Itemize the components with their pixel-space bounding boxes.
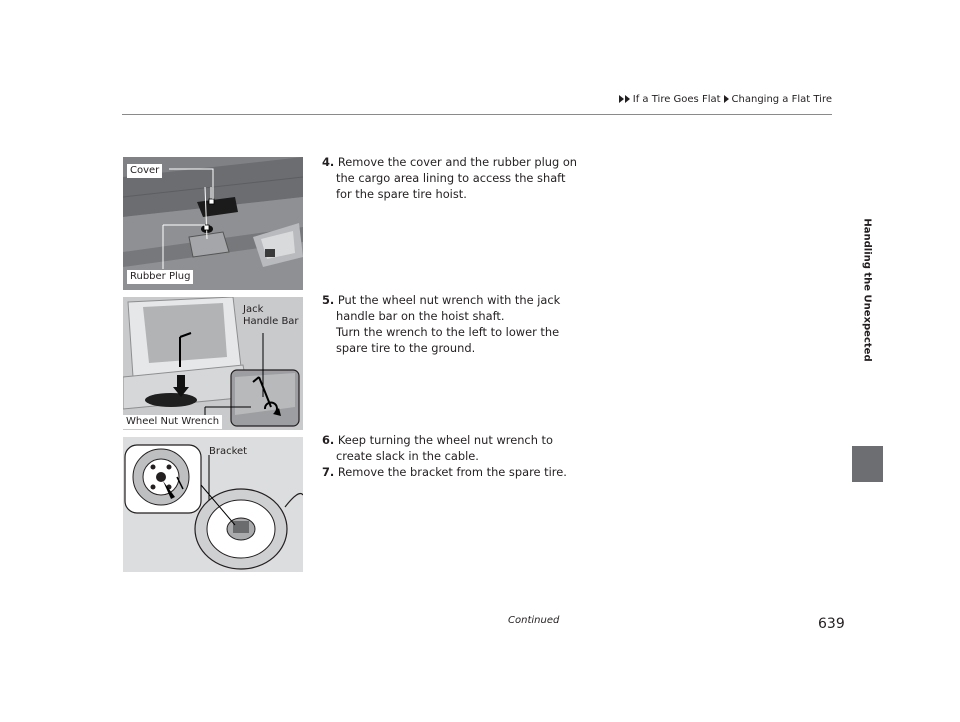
side-tab-label: Handling the Unexpected [861, 218, 873, 362]
figure-vehicle-wrench [123, 297, 303, 430]
step-text: Keep turning the wheel nut wrench to [337, 433, 553, 447]
step-text: spare tire to the ground. [336, 341, 476, 355]
step-number: 7. [322, 465, 335, 479]
callout-rubber-plug: Rubber Plug [127, 270, 193, 284]
callout-bracket: Bracket [209, 446, 248, 457]
step-text: handle bar on the hoist shaft. [336, 309, 505, 323]
header-rule [122, 114, 832, 115]
callout-cover: Cover [127, 164, 162, 178]
step-text: Remove the cover and the rubber plug on [337, 155, 578, 169]
step-text: Turn the wrench to the left to lower the [336, 325, 560, 339]
breadcrumb-page: Changing a Flat Tire [731, 94, 832, 105]
step-6 [322, 432, 562, 464]
step-5 [322, 292, 562, 356]
page-number: 639 [818, 616, 845, 632]
figure-spare-tire-bracket [123, 437, 303, 572]
breadcrumb-section: If a Tire Goes Flat [632, 94, 721, 105]
callout-jack-handle-bar: Jack Handle Bar [243, 304, 299, 327]
step-number: 5. [322, 293, 335, 307]
step-text: the cargo area lining to access the shaft [336, 171, 566, 185]
breadcrumb-arrow-icon [625, 95, 630, 103]
callout-wheel-nut-wrench: Wheel Nut Wrench [123, 415, 222, 429]
step-text: for the spare tire hoist. [336, 187, 467, 201]
breadcrumb-arrow-icon [619, 95, 624, 103]
step-number: 6. [322, 433, 335, 447]
step-4 [322, 154, 578, 202]
step-text: Put the wheel nut wrench with the jack [337, 293, 561, 307]
breadcrumb-arrow-icon [724, 95, 729, 103]
step-7 [322, 464, 567, 480]
step-number: 4. [322, 155, 335, 169]
side-tab-marker [852, 446, 883, 482]
step-text: create slack in the cable. [336, 449, 479, 463]
step-text: Remove the bracket from the spare tire. [337, 465, 567, 479]
figure-cargo-cover [123, 157, 303, 290]
breadcrumb [619, 94, 832, 105]
continued-label: Continued [508, 615, 560, 626]
